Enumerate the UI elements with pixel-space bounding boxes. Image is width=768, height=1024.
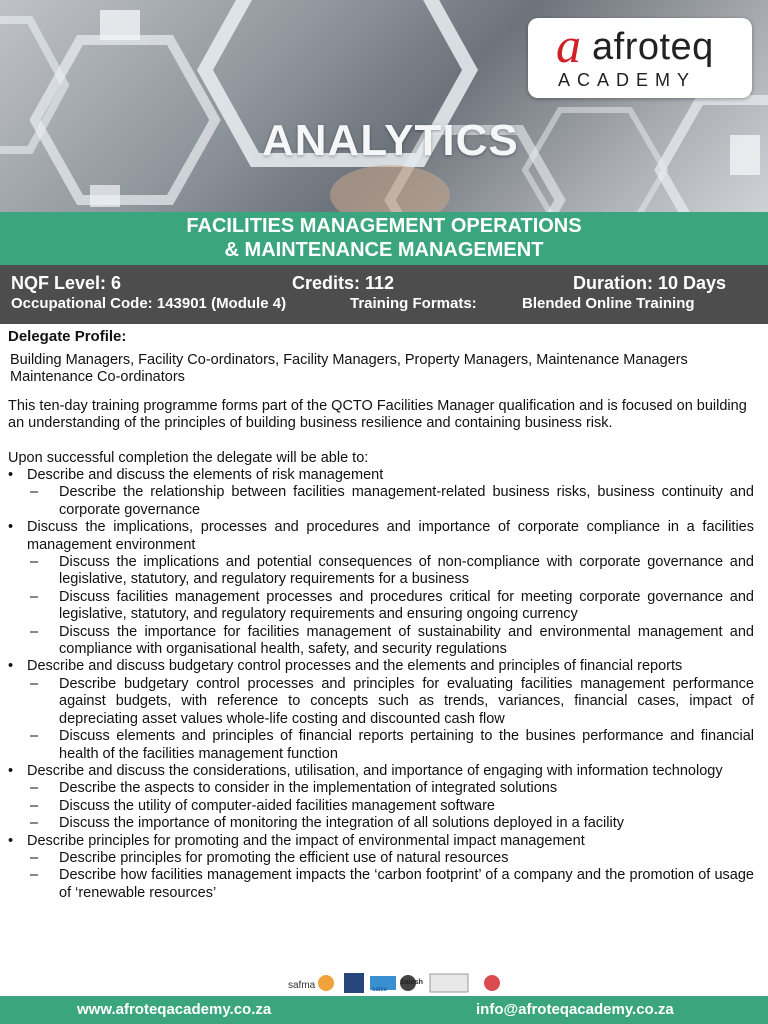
outcome-text: Describe and discuss the considerations, utilisation, and importance of engaging with information technology [27,762,723,779]
bullet-marker: • [8,658,14,675]
intro-paragraph: This ten-day training programme forms part of the QCTO Facilities Manager qualification and is focused on building an understanding of the principles of building business resilience and containing business risk. [8,398,747,432]
occupational-code: Occupational Code: 143901 (Module 4) [11,295,287,312]
outcome-item [0,833,768,850]
outcome-text: Describe principles for promoting and the impact of environmental impact management [27,832,585,849]
outcome-subitem [0,554,768,589]
nqf-level: NQF Level: 6 [11,273,122,293]
dash-marker: – [30,780,39,797]
dash-marker: – [30,484,39,501]
logo-subtitle: ACADEMY [558,70,697,90]
duration: Duration: 10 Days [573,273,727,293]
outcome-subitem-text: Discuss elements and principles of financial reports pertaining to the busines performance and financial health of the facilities management function [59,728,754,762]
outcome-subitem-text: Discuss the implications and potential consequences of non-compliance with corporate governance and legislative, statutory, and regulatory requirements for a business [59,554,754,588]
outcome-subitem-text: Describe budgetary control processes and principles for evaluating facilities management performance against budgets, with reference to concepts such as trends, variances, financial cases, impact of depreciating asset values whole-life costing and discounted cash flow [59,675,754,727]
safma-logo: safma [288,980,316,991]
dash-marker: – [30,867,39,884]
outcome-subitem-text: Describe the relationship between facilities management-related business risks, business continuity and corporate governance [59,484,754,518]
hero-banner [0,0,768,212]
course-title [0,212,768,265]
outcome-subitem [0,624,768,659]
website-link[interactable]: www.afroteqacademy.co.za [77,1001,272,1018]
accreditation-logos [288,970,510,996]
bullet-marker: • [8,519,14,536]
analytics-banner-text: ANALYTICS [262,116,519,165]
outcome-subitem [0,798,768,815]
outcome-item [0,658,768,675]
outcome-text: Describe and discuss the elements of risk management [27,467,384,483]
dash-marker: – [30,623,39,640]
logo-mark: a [556,17,581,73]
training-formats-label: Training Formats: [350,295,477,312]
dash-marker: – [30,797,39,814]
outcome-text: Discuss the implications, processes and procedures and importance of corporate compliance in a facilities management environment [27,519,754,553]
outcome-text: Describe and discuss budgetary control processes and the elements and principles of financial reports [27,658,683,675]
course-title-line2: & MAINTENANCE MANAGEMENT [224,239,544,261]
dash-marker: – [30,675,39,692]
outcome-subitem [0,676,768,728]
email-link[interactable]: info@afroteqacademy.co.za [476,1001,674,1018]
outcome-item [0,763,768,780]
saice-logo: saice [372,987,388,993]
dash-marker: – [30,849,39,866]
outcome-subitem [0,867,768,902]
course-info-band [0,265,768,324]
outcome-subitem [0,850,768,867]
delegate-profile-heading: Delegate Profile: [8,328,127,345]
outcome-subitem-text: Describe principles for promoting the efficient use of natural resources [59,849,509,866]
outcomes-list [0,467,768,902]
outcome-subitem [0,815,768,832]
outcome-subitem-text: Describe the aspects to consider in the implementation of integrated solutions [59,780,558,797]
saiosh-logo: Saiosh [400,979,423,986]
logo-name: afroteq [592,26,714,68]
outcome-item [0,519,768,554]
outcome-subitem-text: Describe how facilities management impacts the ‘carbon footprint’ of a company and the promotion of usage of ‘renewable resources’ [59,867,754,901]
outcomes-intro: Upon successful completion the delegate will be able to: [8,450,369,466]
credits: Credits: 112 [292,273,395,293]
outcome-subitem [0,728,768,763]
dash-marker: – [30,728,39,745]
outcome-subitem-text: Discuss facilities management processes and procedures critical for meeting corporate governance and legislative, statutory, and regulatory requirements and ensuring ongoing currency [59,588,754,623]
outcome-subitem-text: Discuss the importance of monitoring the integration of all solutions deployed in a facility [59,815,624,832]
footer [0,996,768,1024]
dash-marker: – [30,554,39,571]
dash-marker: – [30,815,39,832]
outcome-subitem-text: Discuss the utility of computer-aided facilities management software [59,797,495,814]
outcome-item [0,467,768,484]
bullet-marker: • [8,467,14,483]
training-formats-value: Blended Online Training [522,295,695,312]
outcome-subitem-text: Discuss the importance for facilities management of sustainability and environmental management and compliance with organisational health, safety, and security regulations [59,623,754,658]
afroteq-logo [528,18,752,98]
outcome-subitem [0,484,768,519]
outcome-subitem [0,780,768,797]
bullet-marker: • [8,832,14,849]
outcome-subitem [0,589,768,624]
course-title-line1: FACILITIES MANAGEMENT OPERATIONS [186,215,582,237]
bullet-marker: • [8,762,14,779]
dash-marker: – [30,588,39,605]
delegate-profile-text: Building Managers, Facility Co-ordinators, Facility Managers, Property Managers, Maintenance Managers Maintenance Co-ordinators [10,352,688,386]
